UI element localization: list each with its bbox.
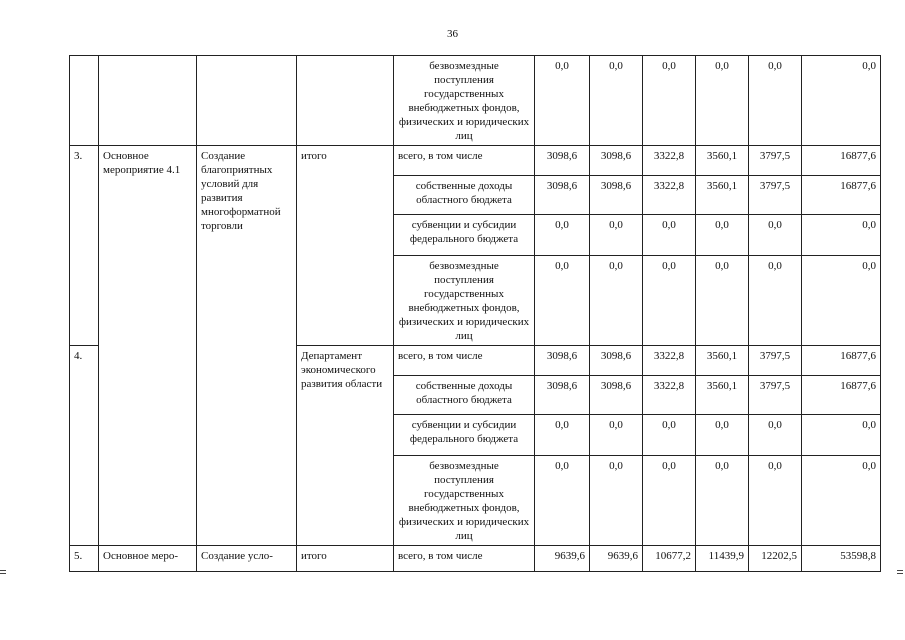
value-cell: 3098,6 [590, 176, 643, 215]
value-cell: 0,0 [696, 56, 749, 146]
row-number-cell: 4. [70, 346, 99, 546]
value-cell: 0,0 [696, 456, 749, 546]
value-cell: 0,0 [535, 215, 590, 256]
value-cell: 0,0 [535, 415, 590, 456]
total-cell: 0,0 [802, 456, 881, 546]
funding-source-cell: всего, в том числе [394, 546, 535, 572]
value-cell: 3098,6 [535, 146, 590, 176]
value-cell: 3560,1 [696, 346, 749, 376]
funding-source-cell: безвозмездные поступления государственных внебюджетных фондов, физических и юридических лиц [394, 456, 535, 546]
description-cell: Создание усло- [197, 546, 297, 572]
value-cell: 0,0 [749, 415, 802, 456]
scan-edge-mark [0, 573, 6, 574]
value-cell: 3560,1 [696, 146, 749, 176]
value-cell: 0,0 [535, 56, 590, 146]
description-cell: Создание благоприятных условий для развития многоформатной торговли [197, 146, 297, 546]
value-cell: 0,0 [749, 456, 802, 546]
funding-source-cell: собственные доходы областного бюджета [394, 176, 535, 215]
value-cell: 3797,5 [749, 176, 802, 215]
total-cell: 16877,6 [802, 146, 881, 176]
executor-cell [297, 56, 394, 146]
value-cell: 0,0 [590, 215, 643, 256]
row-number-cell [70, 56, 99, 146]
value-cell: 3098,6 [590, 346, 643, 376]
funding-source-cell: безвозмездные поступления государственных внебюджетных фондов, физических и юридических лиц [394, 256, 535, 346]
value-cell: 0,0 [749, 56, 802, 146]
funding-source-cell: всего, в том числе [394, 346, 535, 376]
value-cell: 0,0 [696, 256, 749, 346]
page-number: 36 [447, 28, 458, 40]
event-cell: Основное меро- [99, 546, 197, 572]
total-cell: 0,0 [802, 56, 881, 146]
value-cell: 10677,2 [643, 546, 696, 572]
table-row [70, 146, 881, 176]
description-cell [197, 56, 297, 146]
value-cell: 9639,6 [590, 546, 643, 572]
value-cell: 0,0 [696, 215, 749, 256]
executor-cell: Департамент экономического развития области [297, 346, 394, 546]
value-cell: 3098,6 [590, 146, 643, 176]
total-cell: 16877,6 [802, 176, 881, 215]
value-cell: 0,0 [643, 256, 696, 346]
table-row [70, 56, 881, 146]
row-number-cell: 5. [70, 546, 99, 572]
total-cell: 0,0 [802, 256, 881, 346]
value-cell: 3560,1 [696, 376, 749, 415]
value-cell: 0,0 [696, 415, 749, 456]
value-cell: 0,0 [590, 256, 643, 346]
value-cell: 12202,5 [749, 546, 802, 572]
budget-table [69, 55, 881, 572]
value-cell: 3560,1 [696, 176, 749, 215]
scan-edge-mark [0, 570, 6, 571]
value-cell: 0,0 [590, 56, 643, 146]
total-cell: 0,0 [802, 415, 881, 456]
value-cell: 3322,8 [643, 346, 696, 376]
value-cell: 9639,6 [535, 546, 590, 572]
table-row [70, 546, 881, 572]
value-cell: 0,0 [643, 456, 696, 546]
funding-source-cell: безвозмездные поступления государственных внебюджетных фондов, физических и юридических лиц [394, 56, 535, 146]
value-cell: 3098,6 [590, 376, 643, 415]
scan-edge-mark [897, 570, 903, 571]
total-cell: 0,0 [802, 215, 881, 256]
value-cell: 0,0 [643, 56, 696, 146]
value-cell: 3098,6 [535, 176, 590, 215]
total-cell: 53598,8 [802, 546, 881, 572]
total-cell: 16877,6 [802, 376, 881, 415]
value-cell: 0,0 [535, 456, 590, 546]
value-cell: 3322,8 [643, 176, 696, 215]
event-cell: Основное мероприятие 4.1 [99, 146, 197, 546]
value-cell: 0,0 [749, 215, 802, 256]
value-cell: 0,0 [590, 415, 643, 456]
value-cell: 11439,9 [696, 546, 749, 572]
funding-source-cell: субвенции и субсидии федерального бюджета [394, 415, 535, 456]
funding-source-cell: всего, в том числе [394, 146, 535, 176]
value-cell: 3797,5 [749, 346, 802, 376]
total-cell: 16877,6 [802, 346, 881, 376]
funding-source-cell: субвенции и субсидии федерального бюджета [394, 215, 535, 256]
value-cell: 3797,5 [749, 146, 802, 176]
value-cell: 0,0 [535, 256, 590, 346]
value-cell: 0,0 [590, 456, 643, 546]
value-cell: 0,0 [643, 215, 696, 256]
row-number-cell: 3. [70, 146, 99, 346]
value-cell: 3098,6 [535, 376, 590, 415]
value-cell: 3797,5 [749, 376, 802, 415]
funding-source-cell: собственные доходы областного бюджета [394, 376, 535, 415]
executor-cell: итого [297, 546, 394, 572]
executor-cell: итого [297, 146, 394, 346]
scan-edge-mark [897, 573, 903, 574]
event-cell [99, 56, 197, 146]
value-cell: 0,0 [749, 256, 802, 346]
value-cell: 0,0 [643, 415, 696, 456]
value-cell: 3322,8 [643, 376, 696, 415]
value-cell: 3322,8 [643, 146, 696, 176]
value-cell: 3098,6 [535, 346, 590, 376]
